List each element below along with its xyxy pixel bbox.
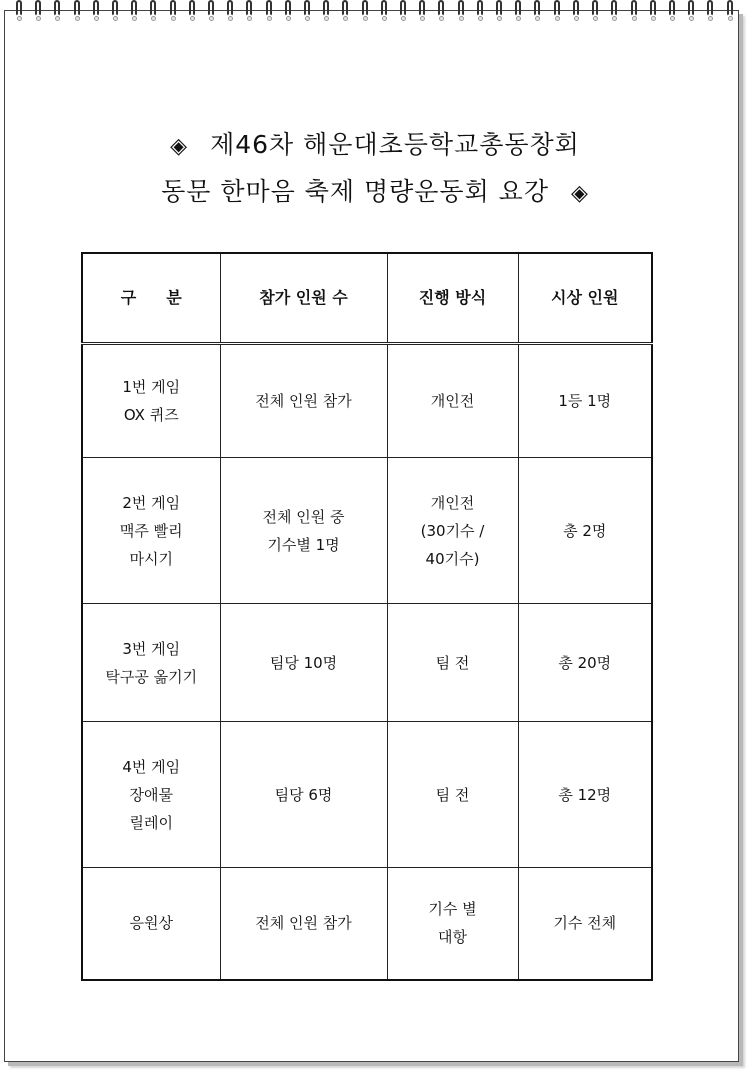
cell-game-name [82,458,220,604]
header-category-part-2: 분 [166,288,182,307]
cell-participants-line: 전체 인원 중 [262,507,345,526]
cell-method [387,344,518,458]
table-header-row [82,253,652,344]
cell-award [518,458,652,604]
title-line-1-text: 제46차 해운대초등학교총동창회 [210,130,580,159]
table-row [82,344,652,458]
spiral-ring-icon [14,0,25,22]
spiral-ring-icon [494,0,505,22]
cell-award-line: 기수 전체 [553,914,617,933]
cell-method-line: 대항 [438,928,467,947]
cell-award-line: 총 2명 [563,521,607,540]
cell-participants-line: 팀당 6명 [274,785,333,804]
spiral-ring-icon [456,0,467,22]
spiral-ring-icon [360,0,371,22]
cell-game-name-line: 1번 게임 [122,378,181,396]
spiral-binding [14,0,736,24]
cell-method-line: 기수 별 [428,900,477,919]
cell-game-name [82,722,220,868]
spiral-ring-icon [110,0,121,22]
table-row [82,458,652,604]
spiral-ring-icon [398,0,409,22]
spiral-ring-icon [571,0,582,22]
cell-method-line: (30기수 / [420,521,485,540]
spiral-ring-icon [168,0,179,22]
game-schedule-table [81,252,653,981]
spiral-ring-icon [148,0,159,22]
header-participants: 참가 인원 수 [220,253,387,344]
cell-game-name-line: 응원상 [129,914,173,933]
spiral-ring-icon [417,0,428,22]
cell-participants [220,344,387,458]
cell-method-line: 40기수) [425,549,480,568]
cell-participants [220,722,387,868]
cell-participants [220,868,387,980]
spiral-ring-icon [648,0,659,22]
spiral-ring-icon [532,0,543,22]
spiral-ring-icon [340,0,351,22]
spiral-ring-icon [475,0,486,22]
cell-game-name-line: 4번 게임 [122,757,181,776]
spiral-ring-icon [513,0,524,22]
cell-game-name [82,344,220,458]
spiral-ring-icon [283,0,294,22]
cell-game-name-line: 장애물 [129,785,173,804]
spiral-ring-icon [379,0,390,22]
spiral-ring-icon [264,0,275,22]
spiral-ring-icon [436,0,447,22]
spiral-ring-icon [667,0,678,22]
spiral-ring-icon [725,0,736,22]
cell-participants [220,458,387,604]
spiral-ring-icon [187,0,198,22]
cell-method [387,458,518,604]
cell-method-line: 개인전 [430,493,475,512]
cell-method-line: 팀 전 [435,653,470,672]
spiral-ring-icon [552,0,563,22]
cell-award-line: 총 12명 [558,785,612,804]
spiral-ring-icon [33,0,44,22]
table-row [82,722,652,868]
cell-award [518,868,652,980]
cell-award-line: 총 20명 [558,653,612,672]
spiral-ring-icon [629,0,640,22]
header-category [82,253,220,344]
spiral-ring-icon [91,0,102,22]
header-method: 진행 방식 [387,253,518,344]
cell-method [387,868,518,980]
spiral-ring-icon [590,0,601,22]
spiral-ring-icon [244,0,255,22]
table-row [82,604,652,722]
title-line-2 [0,169,750,216]
spiral-ring-icon [609,0,620,22]
cell-participants-line: 팀당 10명 [269,653,338,672]
cell-game-name [82,604,220,722]
table-row [82,868,652,980]
cell-participants-line: 기수별 1명 [267,535,340,554]
cell-award-line: 1등 1명 [558,392,612,410]
cell-method [387,604,518,722]
cell-game-name-line: 3번 게임 [122,639,181,658]
cell-award [518,722,652,868]
cell-award [518,604,652,722]
spiral-ring-icon [52,0,63,22]
title-line-1 [0,122,750,169]
cell-game-name-line: 릴레이 [129,813,173,832]
cell-game-name-line: OX 퀴즈 [123,406,179,424]
spiral-ring-icon [705,0,716,22]
spiral-ring-icon [129,0,140,22]
title-line-2-text: 동문 한마음 축제 명량운동회 요강 [161,177,549,206]
cell-participants [220,604,387,722]
document-title [0,122,750,216]
cell-award [518,344,652,458]
cell-method [387,722,518,868]
cell-game-name-line: 맥주 빨리 [119,521,183,540]
cell-game-name-line: 2번 게임 [122,493,181,512]
header-category-part-1: 구 [120,288,137,307]
cell-method-line: 개인전 [430,392,475,410]
spiral-ring-icon [686,0,697,22]
cell-game-name-line: 마시기 [129,549,173,568]
cell-participants-line: 전체 인원 참가 [255,392,352,410]
spiral-ring-icon [72,0,83,22]
spiral-ring-icon [302,0,313,22]
header-award: 시상 인원 [518,253,652,344]
cell-game-name [82,868,220,980]
cell-method-line: 팀 전 [435,785,470,804]
spiral-ring-icon [321,0,332,22]
spiral-ring-icon [225,0,236,22]
cell-participants-line: 전체 인원 참가 [255,914,352,933]
diamond-bullet-icon: ◈ [570,181,589,206]
cell-game-name-line: 탁구공 옮기기 [105,667,198,686]
spiral-ring-icon [206,0,217,22]
diamond-bullet-icon: ◈ [170,134,189,159]
